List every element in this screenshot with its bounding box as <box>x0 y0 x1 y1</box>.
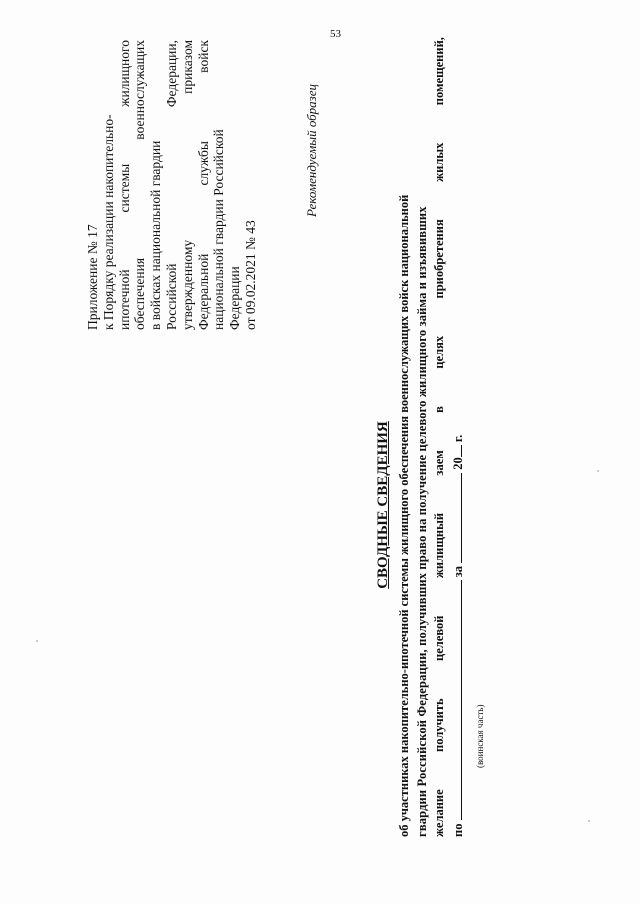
appendix-line: Приложение № 17 <box>85 224 100 330</box>
line4-year: 20 <box>450 457 465 470</box>
appendix-word: жилищного <box>116 40 132 107</box>
body-word: жилых <box>432 142 446 182</box>
appendix-word: военнослужащих <box>132 40 148 140</box>
military-unit-note: (воинская часть) <box>475 704 485 768</box>
appendix-header <box>85 40 259 330</box>
appendix-word: ипотечной <box>116 269 132 330</box>
body-word: жилищный <box>432 512 446 579</box>
scan-speck <box>588 820 590 822</box>
document-title: СВОДНЫЕ СВЕДЕНИЯ <box>375 421 391 589</box>
appendix-word: приказом <box>179 40 195 94</box>
body-line-4 <box>449 37 468 837</box>
military-unit-blank[interactable] <box>449 580 462 820</box>
body-word: заем <box>432 450 446 476</box>
body-word: в <box>432 406 446 413</box>
appendix-line: национальной гвардии Российской <box>211 129 227 330</box>
scan-speck <box>36 640 38 642</box>
body-word: помещений, <box>432 37 446 106</box>
appendix-line <box>196 40 212 330</box>
appendix-word: Федеральной <box>195 253 211 330</box>
appendix-word: утвержденному <box>179 239 195 330</box>
body-word: целевой <box>432 615 446 661</box>
appendix-line: Федерации <box>227 266 243 330</box>
appendix-word: войск <box>195 40 211 73</box>
line4-suffix: г. <box>450 434 465 443</box>
page-number: 53 <box>330 28 341 40</box>
appendix-word: службы <box>195 141 211 186</box>
year-blank[interactable] <box>449 445 462 457</box>
appendix-line: от 09.02.2021 № 43 <box>242 220 258 330</box>
line4-mid: за <box>450 566 465 578</box>
appendix-line: в войсках национальной гвардии <box>148 140 164 330</box>
appendix-line <box>164 40 180 330</box>
appendix-line <box>117 40 133 330</box>
appendix-line <box>132 40 148 330</box>
body-line-2: гвардии Российской Федерации, получивших право на получение целевого жилищного займа и изъявивших <box>414 206 429 837</box>
appendix-line <box>180 40 196 330</box>
appendix-word: обеспечения <box>132 257 148 330</box>
scan-speck <box>597 470 599 472</box>
appendix-word: Российской <box>163 263 179 330</box>
body-word: приобретения <box>432 219 446 299</box>
appendix-line: к Порядку реализации накопительно- <box>100 114 116 330</box>
body-line-3 <box>431 37 449 837</box>
period-blank[interactable] <box>449 473 462 563</box>
document-body <box>396 37 467 837</box>
body-word: желание <box>432 789 446 837</box>
body-line-1: об участниках накопительно-ипотечной системы жилищного обеспечения военнослужащих войск национальной <box>397 194 411 837</box>
appendix-word: системы <box>116 163 132 213</box>
body-word: целях <box>432 335 446 369</box>
appendix-word: Федерации, <box>163 40 179 108</box>
line4-prefix: по <box>450 823 465 837</box>
recommended-sample-label: Рекомендуемый образец <box>304 83 319 217</box>
body-word: получить <box>432 698 446 752</box>
